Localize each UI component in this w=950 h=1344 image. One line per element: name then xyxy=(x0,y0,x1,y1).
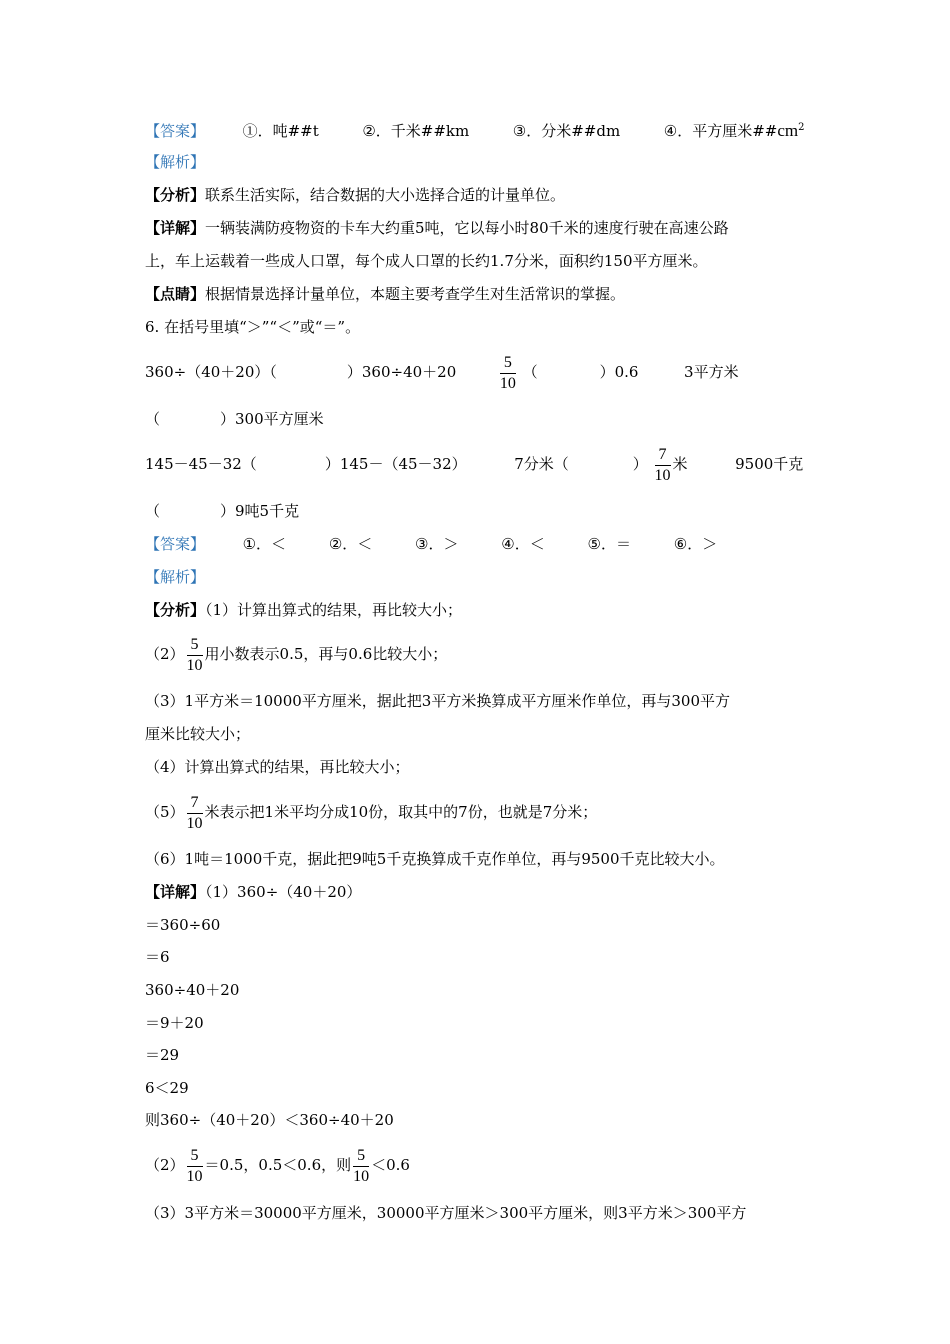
detail-text: 一辆装满防疫物资的卡车大约重5吨，它以每小时80千米的速度行驶在高速公路 xyxy=(205,219,729,237)
fraction-7-10: $\frac{7}{10}$ xyxy=(654,445,671,484)
expr: ）0.6 xyxy=(599,363,639,381)
analysis-2-p2 xyxy=(145,634,447,674)
answer-item: ⑤．＝ xyxy=(587,535,631,553)
expr: ）360÷40＋20 xyxy=(346,363,457,381)
analysis-2-p4: （4）计算出算式的结果，再比较大小； xyxy=(145,758,410,776)
analysis-text: （5） xyxy=(145,803,185,821)
fraction-7-10: $\frac{7}{10}$ xyxy=(186,793,203,832)
pointing-text: 根据情景选择计量单位，本题主要考查学生对生活常识的掌握。 xyxy=(205,285,626,303)
detail-2-l5: ＝9＋20 xyxy=(145,1014,204,1032)
detail-1-line-1 xyxy=(145,218,729,238)
analysis-text: 联系生活实际，结合数据的大小选择合适的计量单位。 xyxy=(205,186,566,204)
question-6-row-1 xyxy=(145,352,739,392)
detail-1-line-2: 上，车上运载着一些成人口罩，每个成人口罩的长约1.7分米，面积约150平方厘米。 xyxy=(145,252,708,270)
expr: 米 xyxy=(672,455,688,473)
answer-row-2 xyxy=(145,534,717,554)
pointing-tag: 【点睛】 xyxy=(145,285,206,303)
question-6-row-4: （ ）9吨5千克 xyxy=(145,502,300,520)
analysis-2-p5 xyxy=(145,792,597,832)
detail-text: （2） xyxy=(145,1156,185,1174)
analysis-text: 用小数表示0.5，再与0.6比较大小； xyxy=(204,645,448,663)
analysis-tag: 【分析】 xyxy=(145,186,206,204)
answer-row-1 xyxy=(145,118,805,141)
analysis-2-p3b: 厘米比较大小； xyxy=(145,725,251,743)
unit-exponent: 2 xyxy=(798,122,805,133)
expr: （ xyxy=(522,363,538,381)
fraction-5-10: $\frac{5}{10}$ xyxy=(186,1146,203,1185)
detail-2-l7: 6＜29 xyxy=(145,1079,189,1097)
analysis-text: 米表示把1米平均分成10份，取其中的7份，也就是7分米； xyxy=(204,803,598,821)
question-6-row-3 xyxy=(145,444,803,484)
answer-item: ④．平方厘米## xyxy=(663,122,778,140)
analysis-2-p3a: （3）1平方米＝10000平方厘米，据此把3平方米换算成平方厘米作单位，再与300平方 xyxy=(145,692,730,710)
answer-item: ⑥．＞ xyxy=(673,535,718,553)
detail-text: ＝0.5，0.5＜0.6，则 xyxy=(204,1156,352,1174)
detail-tag: 【详解】 xyxy=(145,219,206,237)
detail-text: ＜0.6 xyxy=(371,1156,410,1174)
answer-item: ④．＜ xyxy=(501,535,545,553)
fraction-5-10: $\frac{5}{10}$ xyxy=(353,1146,370,1185)
fraction-5-10: $\frac{5}{10}$ xyxy=(186,635,203,674)
jiexi-heading-1: 【解析】 xyxy=(145,153,206,171)
detail-2-l3: ＝6 xyxy=(145,948,170,966)
answer-item: ②．千米##km xyxy=(362,122,470,140)
answer-label: 【答案】 xyxy=(145,535,206,553)
answer-item: ③．分米##dm xyxy=(512,122,621,140)
analysis-tag: 【分析】 xyxy=(145,601,206,619)
answer-item: ③．＞ xyxy=(415,535,459,553)
answer-item: ②．＜ xyxy=(328,535,373,553)
jiexi-heading-2: 【解析】 xyxy=(145,568,206,586)
answer-item: ①．吨##t xyxy=(242,122,319,140)
pointing-note xyxy=(145,284,625,304)
detail-tag: 【详解】 xyxy=(145,883,206,901)
expr: 7分米（ xyxy=(514,455,569,473)
expr: 3平方米 xyxy=(684,363,739,381)
detail-2-l2: ＝360÷60 xyxy=(145,916,221,934)
fraction-5-10: $\frac{5}{10}$ xyxy=(499,353,516,392)
unit-cm: cm xyxy=(777,121,799,140)
expr: 360÷（40＋20）（ xyxy=(145,363,277,381)
expr: 9500千克 xyxy=(735,455,804,473)
analysis-2-p6: （6）1吨＝1000千克，据此把9吨5千克换算成千克作单位，再与9500千克比较大小。 xyxy=(145,850,725,868)
answer-item: ①．＜ xyxy=(242,535,287,553)
detail-2-l8: 则360÷（40＋20）＜360÷40＋20 xyxy=(145,1111,394,1129)
answer-label: 【答案】 xyxy=(145,122,206,140)
analysis-2-p1 xyxy=(145,600,462,620)
detail-text: （1）360÷（40＋20） xyxy=(205,883,362,901)
expr: 145－45－32（ xyxy=(145,455,257,473)
question-6-title: 6. 在括号里填“＞”“＜”或“＝”。 xyxy=(145,318,361,336)
detail-2-l6: ＝29 xyxy=(145,1046,180,1064)
analysis-1 xyxy=(145,185,565,205)
expr: ）145－（45－32） xyxy=(324,455,467,473)
detail-2-l9 xyxy=(145,1145,410,1185)
question-6-row-2: （ ）300平方厘米 xyxy=(145,410,324,428)
analysis-text: （2） xyxy=(145,645,185,663)
detail-2-l1 xyxy=(145,882,361,902)
detail-2-l4: 360÷40＋20 xyxy=(145,981,240,999)
detail-2-l10: （3）3平方米＝30000平方厘米，30000平方厘米＞300平方厘米，则3平方米＞300平方 xyxy=(145,1204,747,1222)
expr: ） xyxy=(632,455,648,473)
analysis-text: （1）计算出算式的结果，再比较大小； xyxy=(205,601,463,619)
